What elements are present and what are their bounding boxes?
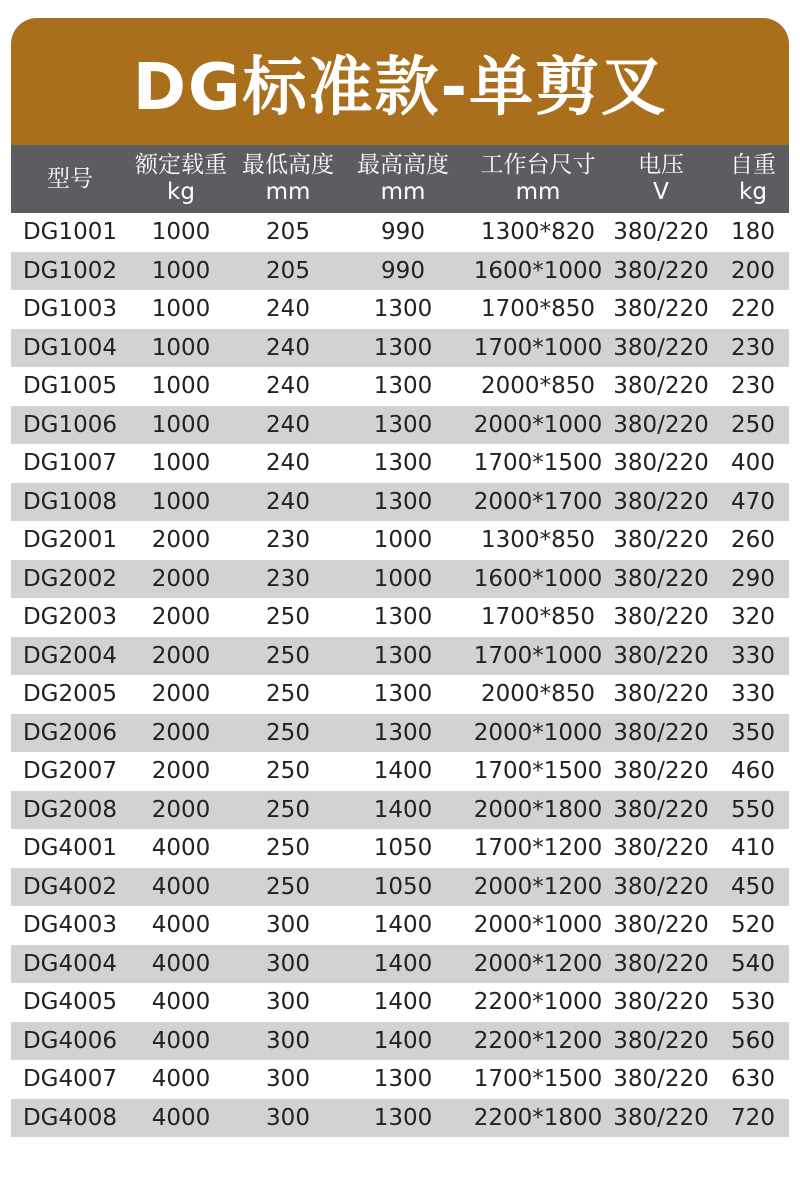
cell-voltage: 380/220 [613,681,709,707]
cell-platform-size: 2000*1200 [473,873,603,900]
table-row [11,444,789,483]
header-unit: kg [739,179,767,205]
table-header [11,145,789,213]
cell-platform-size: 2200*1000 [473,989,603,1015]
cell-rated-load: 1000 [151,219,211,245]
header-self-weight [717,145,789,213]
cell-voltage: 380/220 [613,912,709,938]
cell-platform-size: 2000*1000 [473,719,603,746]
cell-voltage: 380/220 [613,296,709,322]
table-row [11,213,789,252]
header-label: 型号 [47,165,93,192]
cell-voltage: 380/220 [613,1066,709,1092]
cell-voltage: 380/220 [613,257,709,284]
cell-self-weight: 330 [731,681,775,707]
cell-self-weight: 630 [731,1066,775,1092]
cell-rated-load: 4000 [151,873,211,900]
table-row [11,521,789,560]
cell-model: DG1001 [22,219,118,245]
cell-platform-size: 2200*1200 [473,1027,603,1054]
cell-self-weight: 520 [731,912,775,938]
cell-self-weight: 550 [731,796,775,823]
cell-platform-size: 2000*1200 [473,950,603,977]
cell-rated-load: 4000 [151,912,211,938]
cell-voltage: 380/220 [613,450,709,476]
cell-min-height: 250 [266,835,310,861]
cell-model: DG1004 [22,334,118,361]
header-unit: mm [380,179,426,205]
cell-min-height: 250 [266,719,310,746]
cell-voltage: 380/220 [613,488,709,515]
cell-model: DG4008 [22,1104,118,1131]
cell-platform-size: 2000*1700 [473,488,603,515]
cell-platform-size: 2000*850 [481,373,595,399]
header-label: 电压 [638,152,684,178]
cell-rated-load: 4000 [151,950,211,977]
cell-max-height: 1050 [373,835,433,861]
table-row [11,791,789,830]
cell-rated-load: 2000 [151,604,211,630]
table-row [11,367,789,406]
cell-platform-size: 1700*1000 [473,642,603,669]
cell-platform-size: 1700*1000 [473,334,603,361]
header-min-height [233,145,343,213]
cell-max-height: 1400 [373,989,433,1015]
cell-model: DG2001 [22,527,118,553]
cell-max-height: 1300 [373,411,433,438]
cell-self-weight: 410 [731,835,775,861]
cell-max-height: 1300 [373,681,433,707]
cell-platform-size: 2000*1000 [473,912,603,938]
cell-voltage: 380/220 [613,758,709,784]
cell-min-height: 240 [266,411,310,438]
cell-voltage: 380/220 [613,1027,709,1054]
cell-min-height: 250 [266,642,310,669]
cell-max-height: 1300 [373,1104,433,1131]
cell-self-weight: 330 [731,642,775,669]
table-row [11,714,789,753]
cell-min-height: 300 [266,1066,310,1092]
table-row [11,1099,789,1138]
cell-voltage: 380/220 [613,604,709,630]
cell-model: DG2006 [22,719,118,746]
cell-voltage: 380/220 [613,373,709,399]
table-row [11,637,789,676]
cell-voltage: 380/220 [613,796,709,823]
cell-max-height: 1400 [373,1027,433,1054]
cell-platform-size: 1700*1500 [473,450,603,476]
cell-model: DG2004 [22,642,118,669]
cell-model: DG1003 [22,296,118,322]
cell-min-height: 250 [266,758,310,784]
cell-max-height: 1300 [373,334,433,361]
cell-min-height: 230 [266,565,310,592]
cell-max-height: 1050 [373,873,433,900]
cell-self-weight: 720 [731,1104,775,1131]
cell-min-height: 250 [266,681,310,707]
header-platform-size [463,145,613,213]
cell-max-height: 990 [381,257,425,284]
table-row [11,1022,789,1061]
cell-model: DG1006 [22,411,118,438]
header-voltage [603,145,719,213]
cell-platform-size: 2000*850 [481,681,595,707]
header-label: 工作台尺寸 [480,152,596,178]
header-rated-load [117,145,245,213]
cell-min-height: 230 [266,527,310,553]
cell-rated-load: 4000 [151,1027,211,1054]
cell-rated-load: 4000 [151,989,211,1015]
cell-rated-load: 1000 [151,488,211,515]
cell-min-height: 300 [266,950,310,977]
cell-max-height: 1300 [373,1066,433,1092]
cell-max-height: 1300 [373,604,433,630]
cell-min-height: 300 [266,1027,310,1054]
table-row [11,983,789,1022]
cell-min-height: 240 [266,296,310,322]
cell-self-weight: 260 [731,527,775,553]
cell-model: DG2008 [22,796,118,823]
page-title: DG标准款-单剪叉 [132,50,668,125]
cell-self-weight: 470 [731,488,775,515]
cell-max-height: 1000 [373,565,433,592]
cell-model: DG4006 [22,1027,118,1054]
cell-max-height: 1300 [373,450,433,476]
cell-rated-load: 1000 [151,334,211,361]
cell-self-weight: 320 [731,604,775,630]
cell-self-weight: 220 [731,296,775,322]
cell-platform-size: 1700*1200 [473,835,603,861]
cell-max-height: 1300 [373,488,433,515]
cell-rated-load: 4000 [151,1066,211,1092]
cell-voltage: 380/220 [613,835,709,861]
cell-min-height: 205 [266,219,310,245]
cell-model: DG2002 [22,565,118,592]
cell-self-weight: 530 [731,989,775,1015]
cell-rated-load: 2000 [151,681,211,707]
header-label: 额定载重 [135,152,227,178]
cell-model: DG4005 [22,989,118,1015]
cell-voltage: 380/220 [613,334,709,361]
cell-platform-size: 1700*850 [481,296,595,322]
cell-voltage: 380/220 [613,989,709,1015]
cell-self-weight: 540 [731,950,775,977]
cell-platform-size: 2000*1000 [473,411,603,438]
cell-self-weight: 200 [731,257,775,284]
header-unit: mm [515,179,561,205]
cell-platform-size: 1300*850 [481,527,595,553]
header-label: 自重 [730,152,776,178]
cell-min-height: 250 [266,604,310,630]
cell-model: DG4004 [22,950,118,977]
cell-self-weight: 560 [731,1027,775,1054]
cell-model: DG2005 [22,681,118,707]
cell-model: DG4001 [22,835,118,861]
cell-min-height: 300 [266,1104,310,1131]
cell-min-height: 250 [266,796,310,823]
table-row [11,406,789,445]
cell-voltage: 380/220 [613,527,709,553]
cell-self-weight: 230 [731,373,775,399]
cell-model: DG1005 [22,373,118,399]
cell-self-weight: 180 [731,219,775,245]
cell-max-height: 1300 [373,719,433,746]
cell-platform-size: 2200*1800 [473,1104,603,1131]
cell-model: DG1002 [22,257,118,284]
cell-rated-load: 2000 [151,796,211,823]
table-row [11,560,789,599]
cell-model: DG4003 [22,912,118,938]
table-row [11,829,789,868]
header-unit: mm [265,179,311,205]
cell-self-weight: 460 [731,758,775,784]
table-row [11,329,789,368]
cell-voltage: 380/220 [613,950,709,977]
cell-rated-load: 2000 [151,642,211,669]
cell-voltage: 380/220 [613,1104,709,1131]
cell-max-height: 1400 [373,796,433,823]
header-max-height [343,145,463,213]
cell-rated-load: 2000 [151,527,211,553]
cell-voltage: 380/220 [613,873,709,900]
cell-model: DG2007 [22,758,118,784]
cell-platform-size: 1700*1500 [473,758,603,784]
cell-min-height: 300 [266,912,310,938]
cell-model: DG4002 [22,873,118,900]
header-label: 最低高度 [242,152,334,178]
cell-min-height: 250 [266,873,310,900]
table-row [11,1060,789,1099]
table-row [11,752,789,791]
cell-max-height: 1400 [373,912,433,938]
cell-rated-load: 4000 [151,1104,211,1131]
cell-rated-load: 2000 [151,758,211,784]
cell-self-weight: 230 [731,334,775,361]
table-row [11,598,789,637]
cell-platform-size: 1700*1500 [473,1066,603,1092]
table-row [11,945,789,984]
cell-min-height: 300 [266,989,310,1015]
cell-platform-size: 1600*1000 [473,257,603,284]
cell-rated-load: 1000 [151,450,211,476]
cell-rated-load: 1000 [151,257,211,284]
cell-max-height: 1300 [373,373,433,399]
cell-model: DG1008 [22,488,118,515]
cell-min-height: 240 [266,450,310,476]
cell-rated-load: 1000 [151,296,211,322]
cell-platform-size: 1300*820 [481,219,595,245]
cell-voltage: 380/220 [613,719,709,746]
cell-min-height: 240 [266,373,310,399]
header-model [11,145,129,213]
cell-max-height: 1300 [373,296,433,322]
cell-rated-load: 2000 [151,565,211,592]
cell-self-weight: 290 [731,565,775,592]
cell-platform-size: 1700*850 [481,604,595,630]
cell-max-height: 990 [381,219,425,245]
cell-max-height: 1400 [373,758,433,784]
header-unit: V [653,179,669,205]
cell-model: DG2003 [22,604,118,630]
table-row [11,483,789,522]
cell-voltage: 380/220 [613,565,709,592]
cell-self-weight: 400 [731,450,775,476]
cell-voltage: 380/220 [613,642,709,669]
cell-min-height: 205 [266,257,310,284]
cell-max-height: 1400 [373,950,433,977]
cell-self-weight: 250 [731,411,775,438]
spec-table [11,213,789,1137]
cell-min-height: 240 [266,334,310,361]
cell-rated-load: 1000 [151,373,211,399]
cell-platform-size: 1600*1000 [473,565,603,592]
table-row [11,868,789,907]
cell-model: DG4007 [22,1066,118,1092]
table-row [11,290,789,329]
table-row [11,906,789,945]
cell-rated-load: 1000 [151,411,211,438]
header-label: 最高高度 [357,152,449,178]
cell-max-height: 1000 [373,527,433,553]
title-banner [11,18,789,145]
cell-min-height: 240 [266,488,310,515]
cell-max-height: 1300 [373,642,433,669]
header-unit: kg [167,179,195,205]
cell-platform-size: 2000*1800 [473,796,603,823]
cell-model: DG1007 [22,450,118,476]
cell-voltage: 380/220 [613,411,709,438]
table-row [11,675,789,714]
cell-voltage: 380/220 [613,219,709,245]
cell-rated-load: 2000 [151,719,211,746]
table-row [11,252,789,291]
cell-self-weight: 450 [731,873,775,900]
cell-rated-load: 4000 [151,835,211,861]
cell-self-weight: 350 [731,719,775,746]
